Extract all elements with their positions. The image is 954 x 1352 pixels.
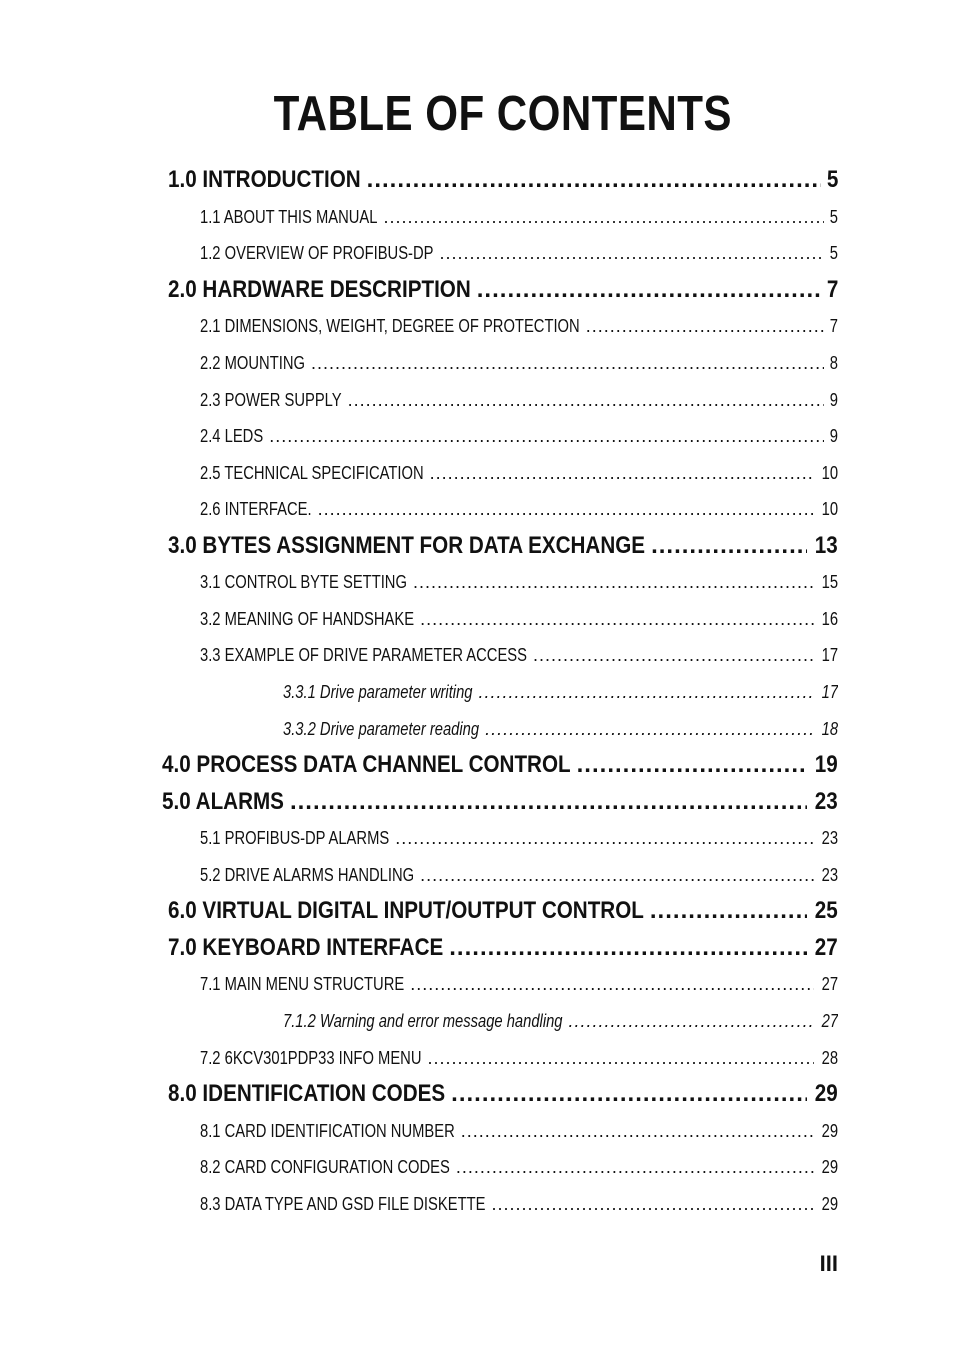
toc-entry-label: 7.1 MAIN MENU STRUCTURE: [200, 974, 405, 994]
dot-leader: [577, 750, 808, 780]
dot-leader: [449, 933, 807, 963]
toc-entry-label: 3.3.1 Drive parameter writing: [283, 682, 473, 702]
toc-entry-label: 3.0 BYTES ASSIGNMENT FOR DATA EXCHANGE: [168, 532, 646, 559]
toc-entry-label: 8.2 CARD CONFIGURATION CODES: [200, 1157, 450, 1177]
toc-entry-label: 2.0 HARDWARE DESCRIPTION: [168, 276, 471, 303]
toc-entry[interactable]: [200, 351, 838, 375]
toc-entry-label: 7.0 KEYBOARD INTERFACE: [168, 934, 444, 961]
toc-entry[interactable]: [283, 717, 838, 741]
toc-entry[interactable]: [200, 314, 838, 338]
toc-entry-page: 23: [821, 865, 838, 885]
toc-entry-page: 23: [815, 788, 838, 815]
toc-entry-page: 29: [815, 1080, 838, 1107]
toc-entry[interactable]: [200, 607, 838, 631]
dot-leader: [569, 1009, 814, 1033]
toc-entry[interactable]: [200, 826, 838, 850]
toc-entry-label: 2.5 TECHNICAL SPECIFICATION: [200, 463, 424, 483]
toc-entry-label: 1.1 ABOUT THIS MANUAL: [200, 207, 378, 227]
dot-leader: [430, 461, 814, 485]
toc-entry-page: 18: [821, 719, 838, 739]
toc-entry-page: 9: [829, 426, 838, 446]
dot-leader: [451, 1079, 807, 1109]
dot-leader: [348, 388, 824, 412]
page-title: TABLE OF CONTENTS: [273, 87, 732, 141]
dot-leader: [318, 497, 814, 521]
toc-entry-label: 2.1 DIMENSIONS, WEIGHT, DEGREE OF PROTECTION: [200, 316, 580, 336]
toc-entry-label: 2.3 POWER SUPPLY: [200, 390, 342, 410]
dot-leader: [491, 1192, 814, 1216]
toc-entry-page: 7: [826, 276, 838, 303]
toc-entry-page: 8: [829, 353, 838, 373]
toc-entry-label: 8.3 DATA TYPE AND GSD FILE DISKETTE: [200, 1194, 486, 1214]
toc-entry[interactable]: [168, 531, 838, 561]
toc-entry-page: 27: [821, 1011, 838, 1031]
toc-entry-label: 5.0 ALARMS: [162, 788, 284, 815]
dot-leader: [479, 680, 814, 704]
toc-entry-label: 7.1.2 Warning and error message handling: [283, 1011, 563, 1031]
toc-entry[interactable]: [200, 424, 838, 448]
dot-leader: [533, 643, 814, 667]
toc-entry-page: 10: [821, 499, 838, 519]
dot-leader: [428, 1046, 814, 1070]
toc-entry[interactable]: [168, 165, 838, 195]
toc-entry-page: 7: [829, 316, 838, 336]
toc-entry[interactable]: [162, 750, 838, 780]
dot-leader: [651, 531, 807, 561]
toc-entry[interactable]: [283, 680, 838, 704]
toc-entry[interactable]: [200, 1119, 838, 1143]
toc-entry-page: 9: [829, 390, 838, 410]
toc-entry-page: 29: [821, 1157, 838, 1177]
toc-entry-label: 3.2 MEANING OF HANDSHAKE: [200, 609, 415, 629]
dot-leader: [290, 787, 807, 817]
toc-entry-page: 17: [821, 645, 838, 665]
toc-entry-page: 25: [815, 897, 838, 924]
dot-leader: [485, 717, 814, 741]
toc-entry-label: 2.6 INTERFACE.: [200, 499, 312, 519]
toc-entry-label: 5.1 PROFIBUS-DP ALARMS: [200, 828, 390, 848]
dot-leader: [439, 241, 824, 265]
dot-leader: [269, 424, 824, 448]
toc-entry[interactable]: [162, 787, 838, 817]
toc-entry-page: 5: [829, 243, 838, 263]
toc-entry-label: 4.0 PROCESS DATA CHANNEL CONTROL: [162, 751, 571, 778]
toc-entry[interactable]: [200, 1155, 838, 1179]
dot-leader: [586, 314, 824, 338]
toc-entry[interactable]: [168, 275, 838, 305]
toc-entry[interactable]: [283, 1009, 838, 1033]
toc-entry-label: 1.2 OVERVIEW OF PROFIBUS-DP: [200, 243, 434, 263]
toc-entry-page: 5: [829, 207, 838, 227]
toc-entry[interactable]: [200, 388, 838, 412]
dot-leader: [395, 826, 814, 850]
toc-entry-page: 13: [815, 532, 838, 559]
toc-entry[interactable]: [200, 1046, 838, 1070]
toc-entry-page: 5: [826, 166, 838, 193]
dot-leader: [456, 1155, 814, 1179]
toc-entry[interactable]: [200, 497, 838, 521]
dot-leader: [311, 351, 824, 375]
toc-entry-page: 29: [821, 1121, 838, 1141]
toc-entry-label: 6.0 VIRTUAL DIGITAL INPUT/OUTPUT CONTROL: [168, 897, 644, 924]
toc-entry-label: 2.4 LEDS: [200, 426, 264, 446]
toc-entry[interactable]: [200, 461, 838, 485]
dot-leader: [420, 607, 814, 631]
toc-entry[interactable]: [200, 1192, 838, 1216]
toc-entry[interactable]: [200, 863, 838, 887]
dot-leader: [367, 165, 821, 195]
dot-leader: [650, 896, 807, 926]
toc-entry[interactable]: [200, 972, 838, 996]
toc-entry-page: 27: [821, 974, 838, 994]
dot-leader: [410, 972, 814, 996]
toc-entry-page: 15: [821, 572, 838, 592]
toc-entry[interactable]: [200, 643, 838, 667]
toc-entry[interactable]: [168, 933, 838, 963]
toc-entry-page: 10: [821, 463, 838, 483]
toc-entry[interactable]: [168, 896, 838, 926]
toc-entry-page: 16: [821, 609, 838, 629]
page-number: III: [819, 1251, 838, 1276]
toc-entry-label: 2.2 MOUNTING: [200, 353, 305, 373]
dot-leader: [413, 570, 814, 594]
toc-entry[interactable]: [200, 205, 838, 229]
toc-entry-page: 27: [815, 934, 838, 961]
toc-entry-page: 17: [821, 682, 838, 702]
toc-entry-label: 5.2 DRIVE ALARMS HANDLING: [200, 865, 415, 885]
dot-leader: [383, 205, 824, 229]
toc-entry[interactable]: [200, 570, 838, 594]
toc-entry-label: 3.3.2 Drive parameter reading: [283, 719, 480, 739]
toc-entry-label: 3.1 CONTROL BYTE SETTING: [200, 572, 407, 592]
toc-entry-label: 7.2 6KCV301PDP33 INFO MENU: [200, 1048, 422, 1068]
toc-entry-label: 8.0 IDENTIFICATION CODES: [168, 1080, 446, 1107]
toc-entry-label: 3.3 EXAMPLE OF DRIVE PARAMETER ACCESS: [200, 645, 528, 665]
dot-leader: [477, 275, 821, 305]
toc-entry-label: 1.0 INTRODUCTION: [168, 166, 361, 193]
toc-entry-label: 8.1 CARD IDENTIFICATION NUMBER: [200, 1121, 455, 1141]
toc-entry-page: 23: [821, 828, 838, 848]
toc-entry-page: 28: [821, 1048, 838, 1068]
toc-entry[interactable]: [200, 241, 838, 265]
toc-entry-page: 29: [821, 1194, 838, 1214]
toc-entry-page: 19: [815, 751, 838, 778]
dot-leader: [420, 863, 814, 887]
toc-entry[interactable]: [168, 1079, 838, 1109]
dot-leader: [461, 1119, 814, 1143]
